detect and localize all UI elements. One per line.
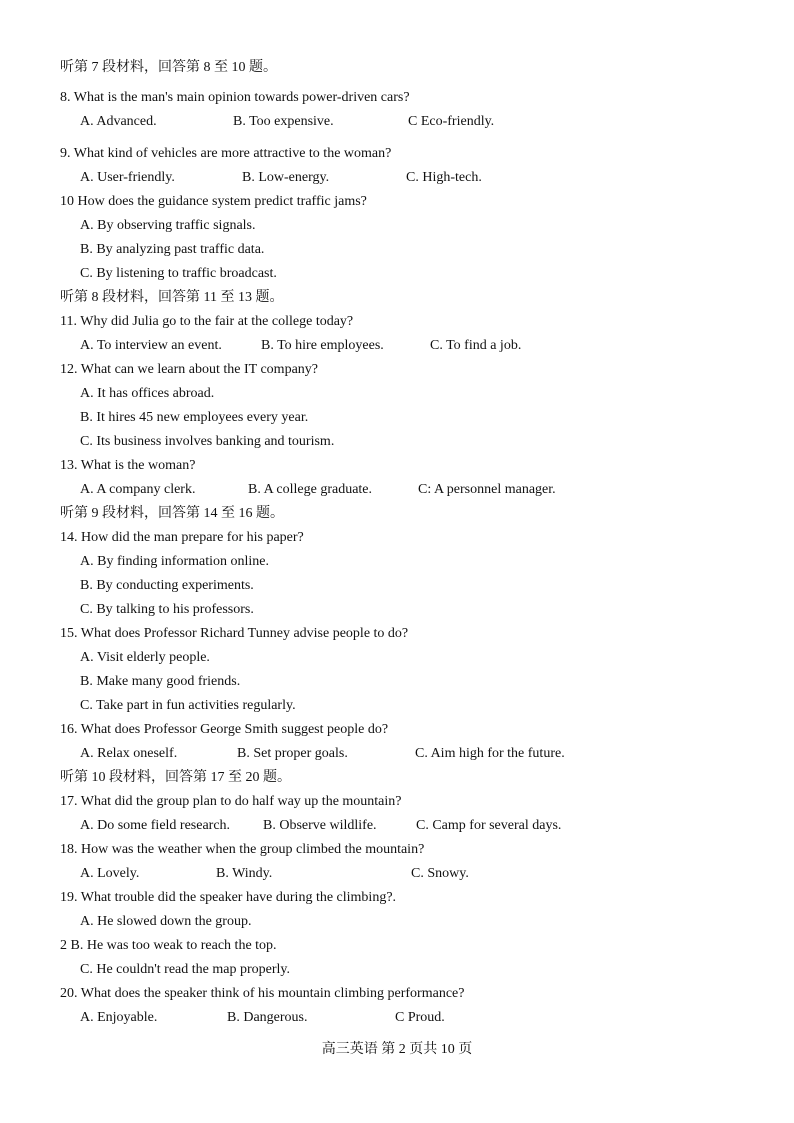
option-b: B. Low-energy.: [242, 170, 330, 185]
option-a: A. To interview an event.: [80, 338, 222, 353]
option-a: A. Lovely.: [80, 866, 140, 881]
option-a: A. Relax oneself.: [80, 746, 178, 761]
option-a: A. User-friendly.: [80, 170, 175, 185]
option-a: A. It has offices abroad.: [80, 386, 215, 401]
question-text: 14. How did the man prepare for his paper?: [60, 530, 304, 545]
option-c: C. Snowy.: [411, 866, 469, 881]
option-b: B. Dangerous.: [227, 1010, 308, 1025]
option-b: B. Make many good friends.: [80, 674, 241, 689]
page-footer: 高三英语 第 2 页共 10 页: [321, 1042, 473, 1057]
option-a: A. Enjoyable.: [80, 1010, 158, 1025]
question-text: 18. How was the weather when the group climbed the mountain?: [60, 842, 425, 857]
option-c: C. By talking to his professors.: [80, 602, 254, 617]
option-a: A. A company clerk.: [80, 482, 196, 497]
option-b: B. Set proper goals.: [237, 746, 348, 761]
option-a: A. By observing traffic signals.: [80, 218, 256, 233]
option-c: C Proud.: [395, 1010, 445, 1025]
option-c: C. To find a job.: [430, 338, 522, 353]
section-heading: 听第 8 段材料，回答第 11 至 13 题。: [60, 290, 284, 305]
question-text: 12. What can we learn about the IT company?: [60, 362, 318, 377]
question-text: 15. What does Professor Richard Tunney advise people to do?: [60, 626, 409, 641]
option-a: A. By finding information online.: [80, 554, 269, 569]
option-a: A. He slowed down the group.: [80, 914, 252, 929]
option-b: B. A college graduate.: [248, 482, 373, 497]
option-c: C: A personnel manager.: [418, 482, 556, 497]
option-c: C. He couldn't read the map properly.: [80, 962, 290, 977]
option-b: B. Observe wildlife.: [263, 818, 377, 833]
section-heading: 听第 10 段材料，回答第 17 至 20 题。: [60, 770, 291, 785]
question-text: 20. What does the speaker think of his mountain climbing performance?: [60, 986, 465, 1001]
option-b: B. By analyzing past traffic data.: [80, 242, 265, 257]
option-b: B. By conducting experiments.: [80, 578, 254, 593]
option-c: C. High-tech.: [406, 170, 482, 185]
option-c: C Eco-friendly.: [408, 114, 495, 129]
question-text: 17. What did the group plan to do half way up the mountain?: [60, 794, 402, 809]
question-text: 8. What is the man's main opinion towards power-driven cars?: [60, 90, 410, 105]
section-heading: 听第 9 段材料，回答第 14 至 16 题。: [60, 506, 284, 521]
option-b: B. It hires 45 new employees every year.: [80, 410, 309, 425]
option-c: C. Its business involves banking and tourism.: [80, 434, 335, 449]
option-b: B. To hire employees.: [261, 338, 384, 353]
option-c: C. By listening to traffic broadcast.: [80, 266, 277, 281]
option-a: A. Do some field research.: [80, 818, 231, 833]
option-c: C. Take part in fun activities regularly.: [80, 698, 296, 713]
option-a: A. Advanced.: [80, 114, 157, 129]
option-c: C. Aim high for the future.: [415, 746, 565, 761]
question-text: 11. Why did Julia go to the fair at the college today?: [60, 314, 354, 329]
option-b: B. Windy.: [216, 866, 273, 881]
question-text: 9. What kind of vehicles are more attractive to the woman?: [60, 146, 392, 161]
section-heading: 听第 7 段材料，回答第 8 至 10 题。: [60, 60, 277, 75]
question-text: 19. What trouble did the speaker have during the climbing?.: [60, 890, 397, 905]
option-b: B. Too expensive.: [233, 114, 334, 129]
question-text: 13. What is the woman?: [60, 458, 196, 473]
option-a: A. Visit elderly people.: [80, 650, 210, 665]
option-c: C. Camp for several days.: [416, 818, 562, 833]
option-b: 2 B. He was too weak to reach the top.: [60, 938, 277, 953]
question-text: 16. What does Professor George Smith suggest people do?: [60, 722, 389, 737]
question-text: 10 How does the guidance system predict traffic jams?: [60, 194, 367, 209]
